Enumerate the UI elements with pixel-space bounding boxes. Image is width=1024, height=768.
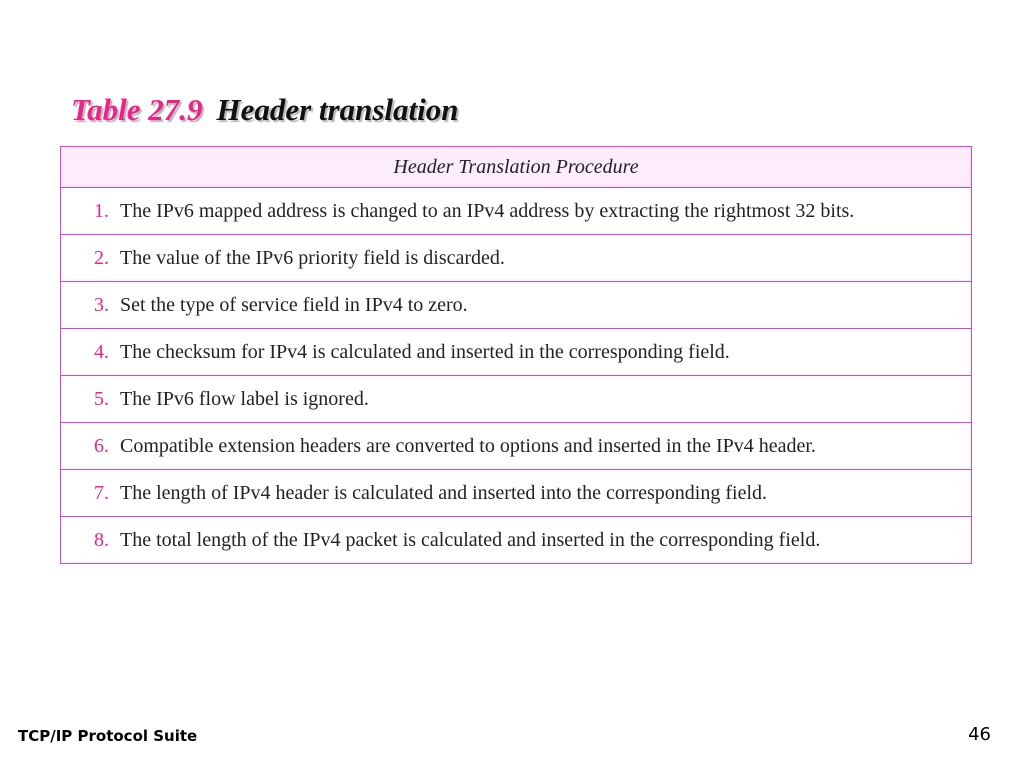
table-row <box>61 470 972 517</box>
step-text: The IPv6 mapped address is changed to an IPv4 address by extracting the rightmost 32 bits. <box>120 188 972 235</box>
slide-title <box>71 92 458 128</box>
table-number: Table 27.9 <box>71 92 203 127</box>
table-row <box>61 329 972 376</box>
step-text: The value of the IPv6 priority field is discarded. <box>120 235 972 282</box>
step-number: 8. <box>61 517 121 564</box>
table-row <box>61 188 972 235</box>
table-header-row <box>61 147 972 188</box>
table-header: Header Translation Procedure <box>61 147 972 188</box>
step-number: 6. <box>61 423 121 470</box>
table-row <box>61 376 972 423</box>
page-number: 46 <box>968 724 991 745</box>
step-text: The length of IPv4 header is calculated and inserted into the corresponding field. <box>120 470 972 517</box>
step-number: 3. <box>61 282 121 329</box>
step-number: 4. <box>61 329 121 376</box>
step-text: The IPv6 flow label is ignored. <box>120 376 972 423</box>
table-row <box>61 282 972 329</box>
table-row <box>61 517 972 564</box>
step-number: 7. <box>61 470 121 517</box>
step-text: Compatible extension headers are converted to options and inserted in the IPv4 header. <box>120 423 972 470</box>
header-translation-table <box>60 146 972 564</box>
step-number: 5. <box>61 376 121 423</box>
footer-book-title: TCP/IP Protocol Suite <box>18 727 198 745</box>
table-row <box>61 423 972 470</box>
table-caption: Header translation <box>216 92 459 127</box>
step-text: Set the type of service field in IPv4 to zero. <box>120 282 972 329</box>
step-text: The checksum for IPv4 is calculated and inserted in the corresponding field. <box>120 329 972 376</box>
step-number: 2. <box>61 235 121 282</box>
step-text: The total length of the IPv4 packet is calculated and inserted in the corresponding field. <box>120 517 972 564</box>
step-number: 1. <box>61 188 121 235</box>
table-row <box>61 235 972 282</box>
